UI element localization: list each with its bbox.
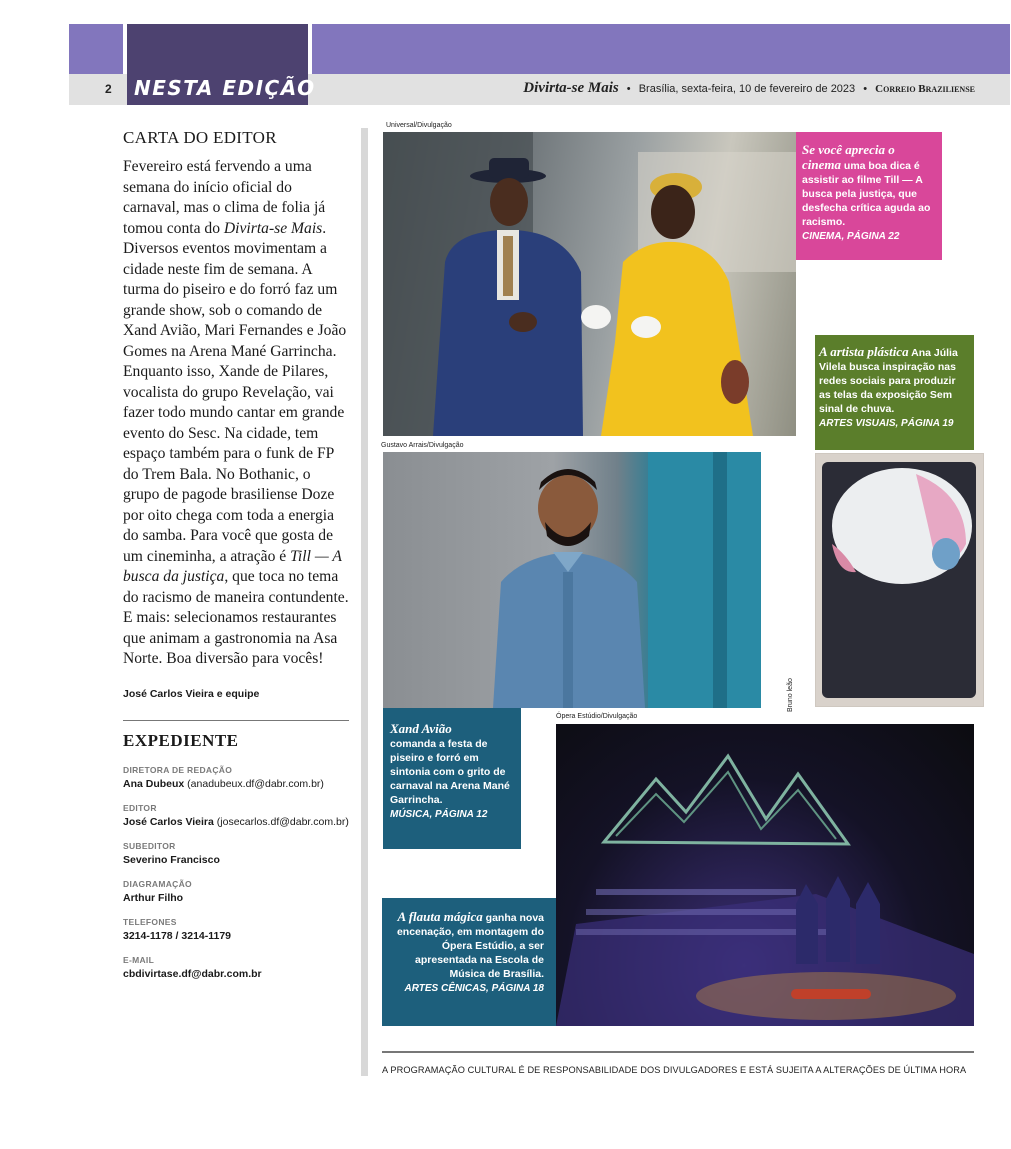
supplement-name: Divirta-se Mais xyxy=(523,80,619,96)
expediente-item xyxy=(123,841,349,866)
caption-lead: Xand Avião xyxy=(390,721,452,736)
photo-credit-art: Bruno leão xyxy=(787,678,794,712)
expediente-name: Ana Dubeux xyxy=(123,777,185,790)
expediente-item xyxy=(123,803,349,828)
caption-page-ref: MÚSICA, PÁGINA 12 xyxy=(390,809,488,820)
expediente-item xyxy=(123,879,349,904)
photo-xand-aviao xyxy=(383,452,761,708)
expediente-name: José Carlos Vieira xyxy=(123,815,214,828)
expediente-email: (josecarlos.df@dabr.com.br) xyxy=(213,815,349,828)
left-column xyxy=(123,128,349,993)
caption-text: Ana Júlia Vilela busca inspiração nas redes sociais para produzir as telas da exposição Sem sinal de chuva. xyxy=(819,347,958,415)
expediente-item xyxy=(123,765,349,790)
caption-artes-visuais xyxy=(815,335,974,450)
expediente-label: E-MAIL xyxy=(123,954,155,965)
dateline: Brasília, sexta-feira, 10 de fevereiro de 2023 xyxy=(638,83,856,95)
caption-lead: A artista plástica xyxy=(819,344,909,359)
expediente-label: SUBEDITOR xyxy=(123,840,176,851)
caption-page-ref: ARTES CÊNICAS, PÁGINA 18 xyxy=(404,983,544,994)
caption-text: comanda a festa de piseiro e forró em sintonia com o grito de carnaval na Arena Mané Garrincha. xyxy=(390,738,510,806)
editor-letter-text: Fevereiro está fervendo a uma semana do início oficial do carnaval, mas o clima de folia já tomou conta do Divirta-se Mais. Diversos eventos movimentam a cidade neste fim de semana. A turma do piseiro e do forró faz um grande show, sob o comando de Xand Avião, Mari Fernandes e João Gomes na Arena Mané Garrincha. Enquanto isso, Xande de Pilares, vocalista do grupo Revelação, vai fazer todo mundo cantar em grande evento do Sesc. Na cidade, tem espaço também para o funk de FP do Trem Bala. No Bothanic, o grupo de pagode brasiliense Doze por oito chega com toda a energia do samba. Para você que gosta de um cineminha, a atração é Till — A busca da justiça, que toca no tema do racismo de maneira contundente. E mais: selecionamos restaurantes que animam a gastronomia na Asa Norte. Boa diversão para vocês! xyxy=(123,158,349,667)
caption-text: ganha nova encenação, em montagem do Ópera Estúdio, a ser apresentada na Escola de Música de Brasília. xyxy=(396,912,544,980)
caption-lead: A flauta mágica xyxy=(397,909,483,924)
expediente-item xyxy=(123,917,349,942)
editor-letter-heading: CARTA DO EDITOR xyxy=(123,128,277,147)
expediente-email: (anadubeux.df@dabr.com.br) xyxy=(184,777,324,790)
caption-text: uma boa dica é assistir ao filme Till — A busca pela justiça, que desfecha crítica aguda ao racismo. xyxy=(802,160,931,228)
expediente-item xyxy=(123,955,349,980)
expediente-label: DIAGRAMAÇÃO xyxy=(123,878,192,889)
disclaimer: A PROGRAMAÇÃO CULTURAL É DE RESPONSABILIDADE DOS DIVULGADORES E ESTÁ SUJEITA A ALTERAÇÕES DE ÚLTIMA HORA xyxy=(382,1065,967,1075)
expediente-phones: 3214-1178 / 3214-1179 xyxy=(123,929,232,942)
expediente-label: EDITOR xyxy=(123,802,157,813)
caption-artes-cenicas xyxy=(382,898,556,1026)
caption-musica xyxy=(383,708,521,849)
header-title-block xyxy=(127,24,308,74)
expediente-name: Severino Francisco xyxy=(123,853,220,866)
page-number: 2 xyxy=(105,82,112,96)
photo-credit-opera: Ópera Estúdio/Divulgação xyxy=(556,713,638,720)
expediente-label: TELEFONES xyxy=(123,916,177,927)
caption-lead: Se você aprecia o cinema xyxy=(802,142,895,172)
opera-illustration xyxy=(556,724,974,1026)
photo-till-film-still xyxy=(383,132,796,436)
divider xyxy=(123,720,349,721)
running-head xyxy=(523,80,975,97)
editor-signature: José Carlos Vieira e equipe xyxy=(123,687,260,700)
column-divider xyxy=(361,128,368,1076)
xand-illustration xyxy=(383,452,761,708)
till-illustration xyxy=(383,132,796,436)
expediente-email-address: cbdivirtase.df@dabr.com.br xyxy=(123,967,262,980)
header-color-block-left xyxy=(69,24,123,74)
caption-page-ref: ARTES VISUAIS, PÁGINA 19 xyxy=(819,418,954,429)
bullet-icon: • xyxy=(863,83,868,95)
caption-page-ref: CINEMA, PÁGINA 22 xyxy=(802,231,900,242)
section-title: NESTA EDIÇÃO xyxy=(134,76,316,100)
photo-credit-xand: Gustavo Arrais/Divulgação xyxy=(381,442,464,449)
expediente-label: DIRETORA DE REDAÇÃO xyxy=(123,764,233,775)
photo-credit-till: Universal/Divulgação xyxy=(386,122,452,129)
photo-opera-flauta-magica xyxy=(556,724,974,1026)
header-color-block-right xyxy=(312,24,1010,74)
footer-rule xyxy=(382,1051,974,1053)
expediente-heading: EXPEDIENTE xyxy=(123,730,239,750)
photo-art-painting xyxy=(815,453,984,707)
caption-cinema xyxy=(796,132,942,260)
painting-illustration xyxy=(816,454,983,706)
expediente-name: Arthur Filho xyxy=(123,891,184,904)
newspaper-name: Correio Braziliense xyxy=(875,83,975,95)
bullet-icon: • xyxy=(626,83,631,95)
